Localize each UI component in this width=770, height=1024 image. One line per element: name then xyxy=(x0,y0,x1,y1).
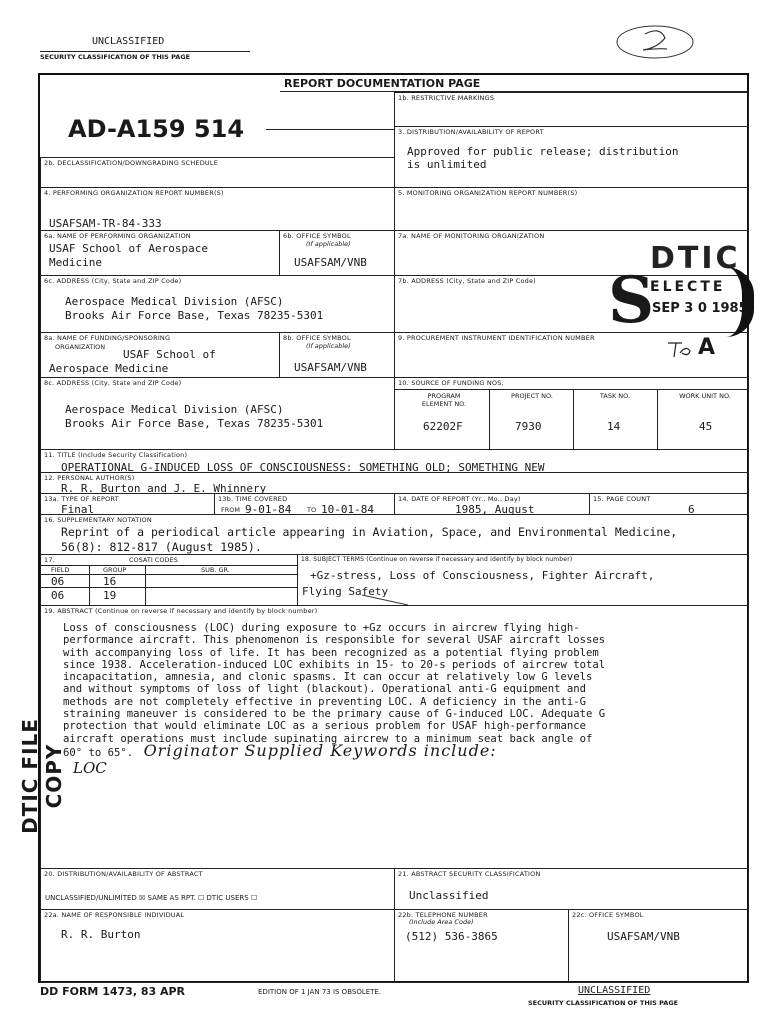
supplementary-line2: 56(8): 812-817 (August 1985). xyxy=(61,540,262,554)
field-7b-address: 7b. ADDRESS (City, State and ZIP Code) xyxy=(394,275,749,333)
edition-note: EDITION OF 1 JAN 73 IS OBSOLETE. xyxy=(258,988,382,996)
stamp-electe-text: ELECTE xyxy=(650,279,726,295)
authors-value: R. R. Burton and J. E. Whinnery xyxy=(61,482,267,494)
field-2b-declassification: 2b. DECLASSIFICATION/DOWNGRADING SCHEDULE xyxy=(40,157,395,188)
top-classification-rule xyxy=(40,51,250,52)
field-22c-office-symbol: 22c. OFFICE SYMBOL USAFSAM/VNB xyxy=(568,909,749,983)
handwritten-keywords-note: Originator Supplied Keywords include: xyxy=(143,740,497,760)
abstract-line: straining maneuver is considered to be the primary cause of G-induced LOC. Adequate G xyxy=(63,708,606,721)
top-classification: UNCLASSIFIED xyxy=(92,36,165,47)
cosati-row2-field: 06 xyxy=(51,589,65,602)
field-6b-office-symbol: 6b. OFFICE SYMBOL (If applicable) USAFSAM/VNB xyxy=(279,230,395,276)
distribution-value-line2: is unlimited xyxy=(407,158,487,171)
cosati-row1-field: 06 xyxy=(51,575,65,588)
field-19-abstract: 19. ABSTRACT (Continue on reverse if necessary and identify by block number) Loss of consciousness (LOC) during exposure to +Gz occurs in aircrew flying high- performance aircraft. This phenomenon is responsible for several USAF aircraft losses with accompanying loss of life. It has been recognized as a potential flying problem since 1938. Acceleration-induced LOC exhibits in 15- to 20-s periods of aircrew total incapacitation, amnesia, and clonic spasms. It can occur at relatively low G levels and without symptoms of loss of light (blackout). Operational anti-G equipment and methods are not completely effective in preventing LOC. A deficiency in the anti-G straining maneuver is considered to be the primary cause of G-induced LOC. Adequate G protection that would eliminate LOC as a serious problem for USAF high-performance aircraft operations must include supinating aircrew to a minimum seat back angle of 60° to 65°. Originator Supplied Keywords include: LOC xyxy=(40,605,749,869)
address-6c-line2: Brooks Air Force Base, Texas 78235-5301 xyxy=(65,309,324,322)
time-to-value: 10-01-84 xyxy=(321,503,374,515)
distribution-value-line1: Approved for public release; distribution xyxy=(407,145,679,158)
performing-org-line1: USAF School of Aerospace xyxy=(49,242,208,255)
field-6a-performing-org: 6a. NAME OF PERFORMING ORGANIZATION USAF School of Aerospace Medicine xyxy=(40,230,280,276)
field-9-procurement-number: 9. PROCUREMENT INSTRUMENT IDENTIFICATION NUMBER xyxy=(394,332,749,378)
program-element-value: 62202F xyxy=(423,420,463,433)
field-22a-responsible-individual: 22a. NAME OF RESPONSIBLE INDIVIDUAL R. R. Burton xyxy=(40,909,395,983)
handwritten-keyword-loc: LOC xyxy=(73,759,107,778)
field-15-page-count: 15. PAGE COUNT 6 xyxy=(589,493,749,515)
field-22b-telephone: 22b. TELEPHONE NUMBER (Include Area Code) (512) 536-3865 xyxy=(394,909,569,983)
abstract-line: aircraft operations must include supinating aircrew to a minimum seat back angle of xyxy=(63,732,593,745)
report-title: OPERATIONAL G-INDUCED LOSS OF CONSCIOUSNESS: SOMETHING OLD; SOMETHING NEW xyxy=(61,461,545,473)
handwritten-arrow-mark xyxy=(358,591,418,606)
cosati-row1-group: 16 xyxy=(103,575,117,588)
field-16-supplementary: 16. SUPPLEMENTARY NOTATION Reprint of a periodical article appearing in Aviation, Space, and Environmental Medicine, 56(8): 812-817 (August 1985). xyxy=(40,514,749,555)
funding-org-line1: USAF School of xyxy=(123,348,216,361)
office-symbol-8b-value: USAFSAM/VNB xyxy=(294,361,367,374)
cosati-header-subgroup: SUB. GR. xyxy=(201,566,230,574)
address-6c-line1: Aerospace Medical Division (AFSC) xyxy=(65,295,284,308)
field-12-authors: 12. PERSONAL AUTHOR(S) R. R. Burton and J. E. Whinnery xyxy=(40,472,749,494)
funding-org-line2: Aerospace Medicine xyxy=(49,362,169,375)
field-17-cosati-codes: 17. COSATI CODES FIELD GROUP SUB. GR. 06 16 06 19 xyxy=(40,554,298,606)
col-task: TASK NO. xyxy=(599,392,631,400)
field-3-distribution: 3. DISTRIBUTION/AVAILABILITY OF REPORT Approved for public release; distribution is unlimited xyxy=(394,126,749,188)
task-value: 14 xyxy=(607,420,621,433)
field-8a-funding-org: 8a. NAME OF FUNDING/SPONSORING ORGANIZATION USAF School of Aerospace Medicine xyxy=(40,332,280,378)
subject-terms-line2: Flying Safety xyxy=(302,585,389,598)
handwritten-circle-mark xyxy=(610,22,700,62)
stamp-dtic-text: DTIC xyxy=(650,241,741,276)
dtic-stamp xyxy=(608,235,748,375)
supplementary-line1: Reprint of a periodical article appearing in Aviation, Space, and Environmental Medicine, xyxy=(61,525,678,539)
top-classification-label: SECURITY CLASSIFICATION OF THIS PAGE xyxy=(40,53,191,61)
abstract-line: 60° to 65°. xyxy=(63,746,134,759)
bottom-classification-label: SECURITY CLASSIFICATION OF THIS PAGE xyxy=(528,999,679,1007)
stamp-right-bracket xyxy=(726,267,754,337)
report-documentation-form xyxy=(38,73,749,983)
abstract-line: performance aircraft. This phenomenon is responsible for several USAF aircraft losses xyxy=(63,634,606,647)
bottom-classification: UNCLASSIFIED xyxy=(578,985,651,996)
report-number-value: USAFSAM-TR-84-333 xyxy=(49,217,162,230)
abstract-line: Loss of consciousness (LOC) during exposure to +Gz occurs in aircrew flying high- xyxy=(63,622,580,634)
cosati-row2-group: 19 xyxy=(103,589,117,602)
address-8c-line1: Aerospace Medical Division (AFSC) xyxy=(65,403,284,416)
field-8b-office-symbol: 8b. OFFICE SYMBOL (If applicable) USAFSAM/VNB xyxy=(279,332,395,378)
handwritten-initials xyxy=(666,335,696,359)
distribution-options: UNCLASSIFIED/UNLIMITED ☒ SAME AS RPT. ☐ DTIC USERS ☐ xyxy=(45,894,258,902)
field-8c-address: 8c. ADDRESS (City, State and ZIP Code) Aerospace Medical Division (AFSC) Brooks Air Force Base, Texas 78235-5301 xyxy=(40,377,395,450)
field-21-abstract-security: 21. ABSTRACT SECURITY CLASSIFICATION Unclassified xyxy=(394,868,749,910)
responsible-individual-value: R. R. Burton xyxy=(61,928,141,941)
field-7a-monitoring-org: 7a. NAME OF MONITORING ORGANIZATION xyxy=(394,230,749,276)
stamp-date: SEP 3 0 1985 xyxy=(652,301,748,316)
stamp-big-s: S xyxy=(608,263,655,338)
form-title: REPORT DOCUMENTATION PAGE xyxy=(284,77,481,90)
abstract-line: protection that would eliminate LOC as a serious problem for USAF high-performance xyxy=(63,720,586,733)
form-number: DD FORM 1473, 83 APR xyxy=(40,985,186,998)
field-13b-time-covered: 13b. TIME COVERED FROM 9-01-84 TO 10-01-84 xyxy=(214,493,395,515)
abstract-line: incapacitation, amnesia, and clonic spasms. It can occur at relatively low G levels xyxy=(63,671,593,684)
field-13a-report-type: 13a. TYPE OF REPORT Final xyxy=(40,493,215,515)
office-symbol-6b-value: USAFSAM/VNB xyxy=(294,256,367,269)
report-date-value: 1985, August xyxy=(455,503,535,515)
field-5-monitoring-report-number: 5. MONITORING ORGANIZATION REPORT NUMBER(S) xyxy=(394,187,749,231)
field-4-performing-report-number: 4. PERFORMING ORGANIZATION REPORT NUMBER(S) USAFSAM-TR-84-333 xyxy=(40,187,395,231)
col-program-element: PROGRAM ELEMENT NO. xyxy=(421,392,467,408)
field-18-subject-terms: 18. SUBJECT TERMS (Continue on reverse if necessary and identify by block number) +Gz-stress, Loss of Consciousness, Fighter Aircraft, Flying Safety xyxy=(297,554,749,606)
field-10-funding-source: 10. SOURCE OF FUNDING NOS. PROGRAM ELEMENT NO. PROJECT NO. TASK NO. WORK UNIT NO. 62202F 7930 14 45 xyxy=(394,377,749,450)
col-project: PROJECT NO. xyxy=(511,392,553,400)
field-20-abstract-distribution: 20. DISTRIBUTION/AVAILABILITY OF ABSTRACT UNCLASSIFIED/UNLIMITED ☒ SAME AS RPT. ☐ DTIC USERS ☐ xyxy=(40,868,395,910)
telephone-value: (512) 536-3865 xyxy=(405,930,498,943)
time-from-value: 9-01-84 xyxy=(245,503,292,515)
stamp-letter: A xyxy=(698,335,716,360)
page-count-value: 6 xyxy=(688,503,695,515)
cosati-header-group: GROUP xyxy=(103,566,127,574)
col-work-unit: WORK UNIT NO. xyxy=(679,392,731,400)
cosati-header-field: FIELD xyxy=(51,566,70,574)
abstract-security-value: Unclassified xyxy=(409,889,489,902)
subject-terms-line1: +Gz-stress, Loss of Consciousness, Fighter Aircraft, xyxy=(310,569,655,582)
accession-rule xyxy=(266,129,394,130)
report-type-value: Final xyxy=(61,503,95,515)
performing-org-line2: Medicine xyxy=(49,256,102,269)
abstract-text xyxy=(63,622,606,778)
project-value: 7930 xyxy=(515,420,542,433)
abstract-line: methods are not completely effective in preventing LOC. A deficiency in the anti-G xyxy=(63,695,586,708)
field-6c-address: 6c. ADDRESS (City, State and ZIP Code) Aerospace Medical Division (AFSC) Brooks Air Force Base, Texas 78235-5301 xyxy=(40,275,395,333)
accession-number: AD-A159 514 xyxy=(68,115,245,143)
office-symbol-22c-value: USAFSAM/VNB xyxy=(607,930,680,943)
field-11-title: 11. TITLE (Include Security Classification) OPERATIONAL G-INDUCED LOSS OF CONSCIOUSNESS: SOMETHING OLD; SOMETHING NEW xyxy=(40,449,749,473)
abstract-line: and without symptoms of loss of light (blackout). Operational anti-G equipment and xyxy=(63,683,586,696)
work-unit-value: 45 xyxy=(699,420,713,433)
dtic-file-copy-stamp: DTIC FILE COPY xyxy=(18,718,66,834)
field-1b-restrictive-markings: 1b. RESTRICTIVE MARKINGS xyxy=(394,92,749,127)
abstract-line: since 1938. Acceleration-induced LOC exhibits in 15- to 20-s periods of aircrew total xyxy=(63,658,606,671)
address-8c-line2: Brooks Air Force Base, Texas 78235-5301 xyxy=(65,417,324,430)
field-14-report-date: 14. DATE OF REPORT (Yr., Mo., Day) 1985, August xyxy=(394,493,590,515)
abstract-line: with accompanying loss of life. It has been recognized as a potential flying problem xyxy=(63,646,599,659)
